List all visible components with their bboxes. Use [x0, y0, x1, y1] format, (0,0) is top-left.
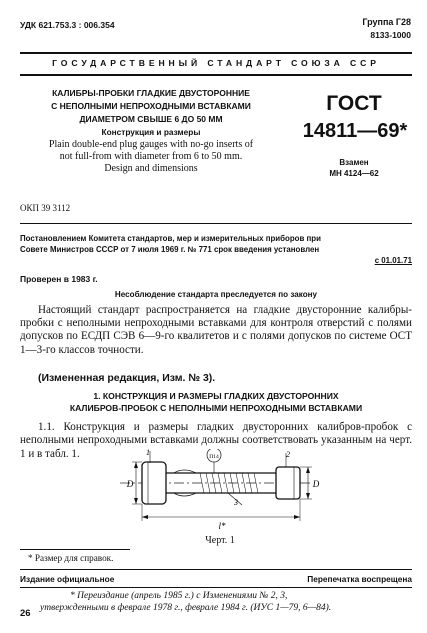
- title-rule: [20, 223, 412, 224]
- subtitle-ru: Конструкция и размеры: [101, 127, 201, 137]
- reprint-line-1: * Переиздание (апрель 1985 г.) с Изменениями № 2, 3,: [70, 591, 288, 601]
- title-ru: [20, 87, 282, 126]
- title-en-line-1: Plain double-end plug gauges with no-go inserts of: [48, 139, 254, 150]
- replaces-value: МН 4124—62: [329, 169, 379, 178]
- title-en: [20, 139, 282, 175]
- reprint-prohibited: Перепечатка воспрещена: [307, 574, 412, 584]
- title-en-line-3: Design and dimensions: [104, 163, 198, 174]
- edition-note: (Измененная редакция, Изм. № 3).: [38, 372, 216, 384]
- reprint-line-2: утвержденными в феврале 1978 г., феврале 1984 г. (ИУС 1—79, 6—84).: [40, 603, 332, 613]
- title-ru-line-1: КАЛИБРЫ-ПРОБКИ ГЛАДКИЕ ДВУСТОРОННИЕ: [52, 88, 250, 98]
- classifier-code: 8133-1000: [370, 30, 411, 40]
- footer-rule-2: [20, 587, 412, 588]
- group-code: Группа Г28: [362, 17, 411, 27]
- title-en-line-2: not full-from with diameter from 6 to 50 mm.: [59, 151, 243, 162]
- callout-3: 3: [234, 498, 238, 507]
- plug-gauge-drawing: [100, 449, 340, 531]
- footnote: * Размер для справок.: [28, 553, 114, 563]
- decree-text: [20, 233, 412, 266]
- udk-code: УДК 621.753.3 : 006.354: [20, 20, 115, 30]
- section-1-title: [20, 390, 412, 414]
- official-edition: Издание официальное: [20, 574, 115, 584]
- banner-rule: [20, 74, 412, 76]
- page-number: 26: [20, 608, 31, 619]
- verified-year: Проверен в 1983 г.: [20, 274, 98, 284]
- section-1-paragraph: 1.1. Конструкция и размеры гладких двусторонних калибров-пробок с неполными непроходными вставками должны соответствовать указанным на черт. 1 и в табл. 1.: [20, 421, 412, 460]
- no-go-insert: [276, 467, 300, 499]
- dim-d-left: D: [126, 479, 134, 489]
- drawing-caption: Черт. 1: [205, 535, 235, 546]
- prosecution-note: Несоблюдение стандарта преследуется по закону: [114, 290, 318, 299]
- footer-rule: [20, 569, 412, 570]
- go-insert: [142, 462, 166, 504]
- dim-d-right: D: [312, 479, 320, 489]
- title-ru-line-2: С НЕПОЛНЫМИ НЕПРОХОДНЫМИ ВСТАВКАМИ: [51, 101, 251, 111]
- intro-paragraph: Настоящий стандарт распространяется на гладкие двусторонние калибры-пробки с неполными непроходными вставками для контроля отверстий с полями допусков по ЕСДП СЭВ 6—9-го квалитетов и с полями допусков по системе ОСТ 1—3-го классов точности.: [20, 304, 412, 356]
- standard-banner: ГОСУДАРСТВЕННЫЙ СТАНДАРТ СОЮЗА ССР: [52, 58, 380, 68]
- replaces-label: Взамен: [339, 158, 369, 167]
- callout-1: 1: [146, 449, 150, 457]
- decree-line-1: Постановлением Комитета стандартов, мер и измерительных приборов при: [20, 234, 321, 243]
- dim-length: l*: [218, 521, 226, 531]
- okp-code: ОКП 39 3112: [20, 203, 71, 213]
- section-1-title-line-2: КАЛИБРОВ-ПРОБОК С НЕПОЛНЫМИ НЕПРОХОДНЫМИ ВСТАВКАМИ: [69, 403, 363, 413]
- decree-date: с 01.01.71: [374, 256, 412, 265]
- top-rule: [20, 52, 412, 54]
- title-ru-line-3: ДИАМЕТРОМ СВЫШЕ 6 ДО 50 ММ: [79, 114, 223, 124]
- decree-line-2: Совете Министров СССР от 7 июля 1969 г. № 771 срок введения установлен: [20, 245, 320, 254]
- gost-number: 14811—69*: [302, 120, 408, 142]
- section-1-title-line-1: 1. КОНСТРУКЦИЯ И РАЗМЕРЫ ГЛАДКИХ ДВУСТОРОННИХ: [93, 391, 339, 401]
- gost-label: ГОСТ: [326, 92, 382, 115]
- roughness-label: П14: [209, 454, 219, 460]
- callout-2: 2: [286, 450, 290, 459]
- footnote-rule: [20, 549, 130, 550]
